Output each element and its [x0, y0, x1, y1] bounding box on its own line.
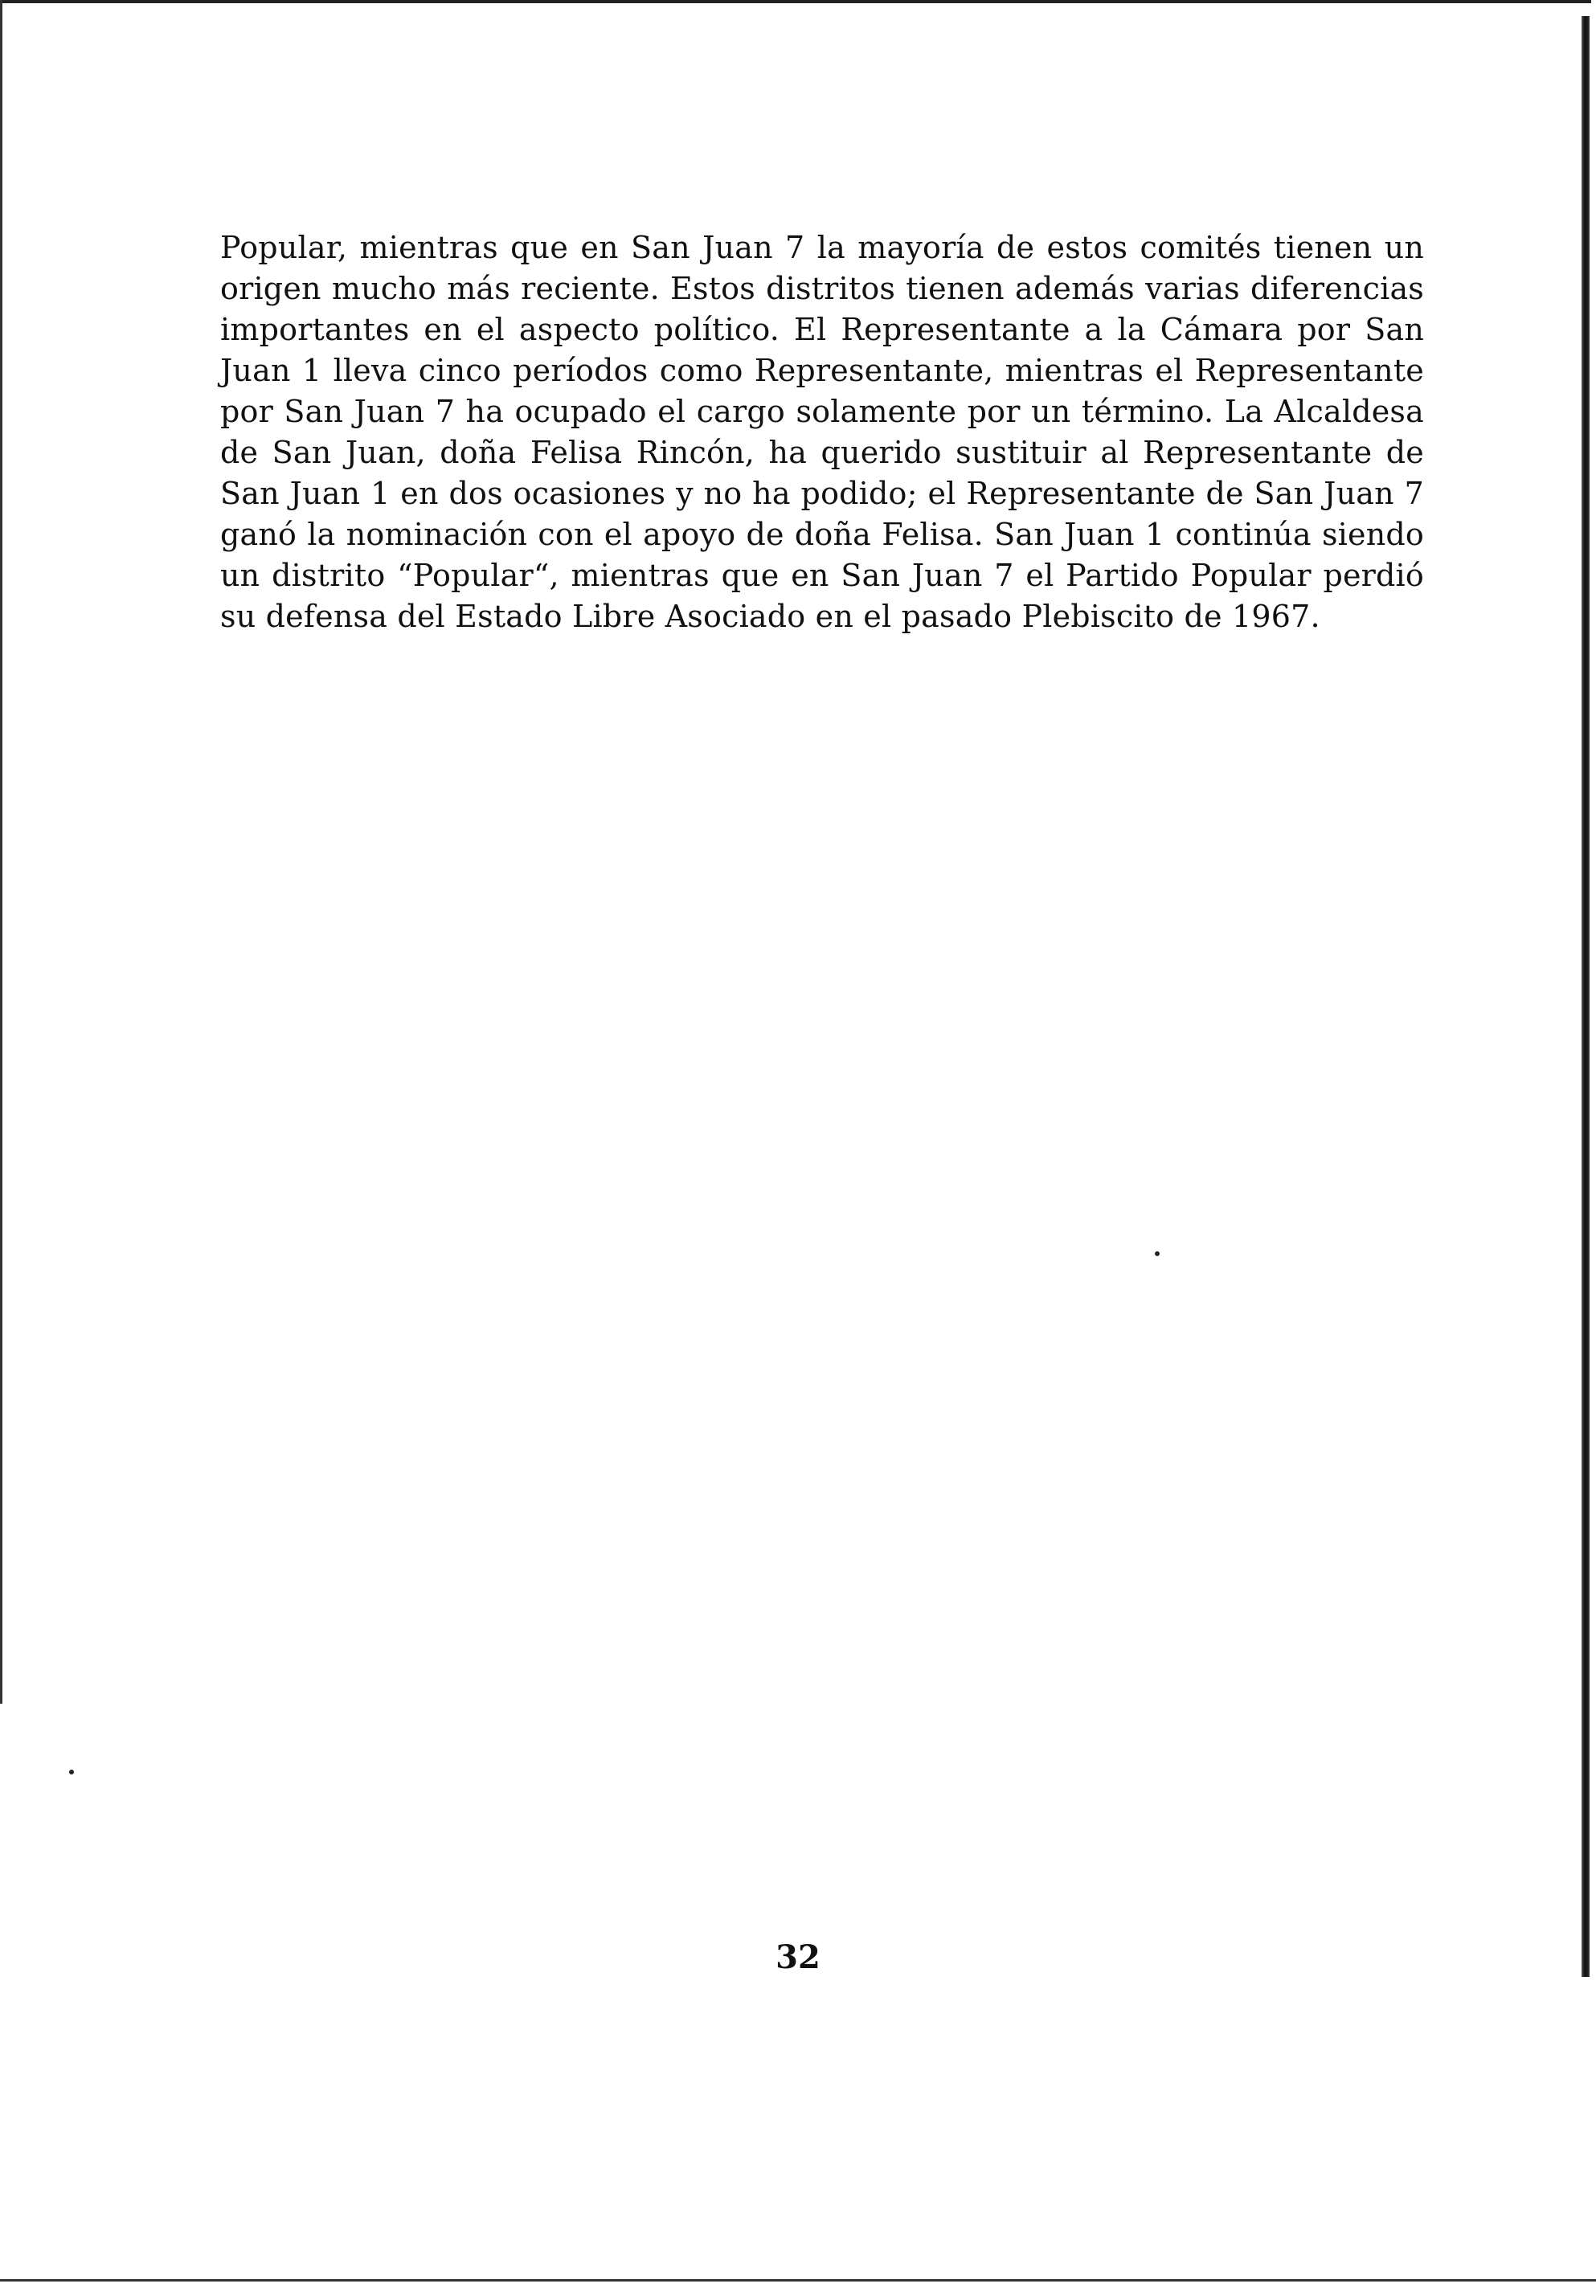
scan-speck — [69, 1770, 74, 1774]
body-paragraph: Popular, mientras que en San Juan 7 la mayoría de estos comités tienen un origen mucho más reciente. Estos distritos tienen además varias diferencias importantes en el aspecto político. El Representante a la Cámara por San Juan 1 lleva cinco períodos como Representante, mientras el Representante por San Juan 7 ha ocupado el cargo solamente por un término. La Alcaldesa de San Juan, doña Felisa Rincón, ha querido sustituir al Representante de San Juan 1 en dos ocasiones y no ha podido; el Representante de San Juan 7 ganó la nominación con el apoyo de doña Felisa. San Juan 1 continúa siendo un distrito “Popular“, mientras que en San Juan 7 el Partido Popular perdió su defensa del Estado Libre Asociado en el pasado Plebiscito de 1967. — [220, 230, 1424, 634]
page-left-edge — [0, 0, 2, 1704]
page-bottom-edge — [0, 2279, 1596, 2282]
page-top-edge — [0, 0, 1591, 3]
page-number: 32 — [775, 1938, 821, 1976]
scan-speck — [1155, 1251, 1160, 1256]
page-right-edge — [1582, 16, 1590, 1977]
